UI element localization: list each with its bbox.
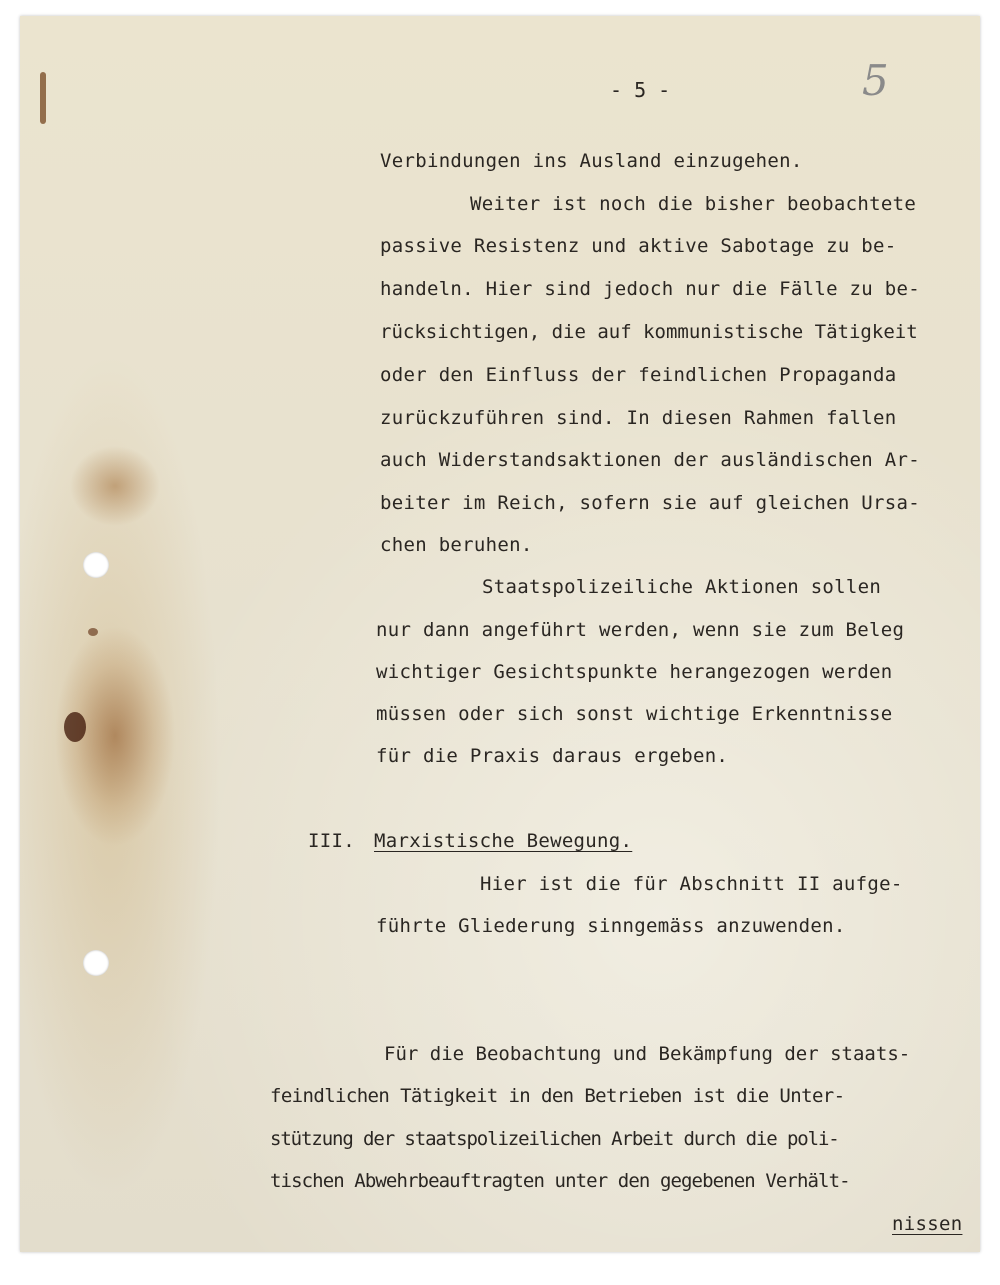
handwritten-page-number: 5	[862, 56, 889, 105]
last-word: nissen	[892, 1213, 963, 1235]
text-line: führte Gliederung sinngemäss anzuwenden.	[376, 915, 846, 937]
text-line: wichtiger Gesichtspunkte herangezogen werden	[376, 661, 893, 683]
text-line: Weiter ist noch die bisher beobachtete	[470, 193, 917, 215]
rust-stain-small	[88, 628, 98, 636]
text-line: tischen Abwehrbeauftragten unter den gegebenen Verhält-	[270, 1170, 850, 1192]
pin-mark	[40, 72, 46, 124]
text-line: zurückzuführen sind. In diesen Rahmen fallen	[380, 407, 897, 429]
text-line: passive Resistenz und aktive Sabotage zu be-	[380, 235, 897, 257]
text-line: nur dann angeführt werden, wenn sie zum Beleg	[376, 619, 905, 641]
text-line: oder den Einfluss der feindlichen Propaganda	[380, 364, 897, 386]
document-page	[20, 16, 980, 1252]
section-number: III.	[308, 830, 355, 852]
text-line: auch Widerstandsaktionen der ausländischen Ar-	[380, 449, 920, 471]
text-line: feindlichen Tätigkeit in den Betrieben ist die Unter-	[270, 1085, 845, 1107]
punch-hole-bottom	[83, 950, 109, 976]
text-line: stützung der staatspolizeilichen Arbeit durch die poli-	[270, 1128, 839, 1150]
text-line: müssen oder sich sonst wichtige Erkenntnisse	[376, 703, 893, 725]
section-heading: Marxistische Bewegung.	[374, 830, 633, 852]
rust-stain	[64, 712, 86, 742]
text-line: chen beruhen.	[380, 534, 533, 556]
text-line: Hier ist die für Abschnitt II aufge-	[480, 873, 903, 895]
text-line: rücksichtigen, die auf kommunistische Tätigkeit	[380, 321, 918, 343]
text-line: für die Praxis daraus ergeben.	[376, 745, 729, 767]
page-number: - 5 -	[610, 78, 671, 102]
text-line: Für die Beobachtung und Bekämpfung der staats-	[384, 1043, 911, 1065]
text-line: handeln. Hier sind jedoch nur die Fälle zu be-	[380, 278, 920, 300]
punch-hole-top	[83, 552, 109, 578]
text-line: Staatspolizeiliche Aktionen sollen	[482, 576, 882, 598]
text-line: beiter im Reich, sofern sie auf gleichen Ursa-	[380, 492, 920, 514]
text-line: Verbindungen ins Ausland einzugehen.	[380, 150, 803, 172]
